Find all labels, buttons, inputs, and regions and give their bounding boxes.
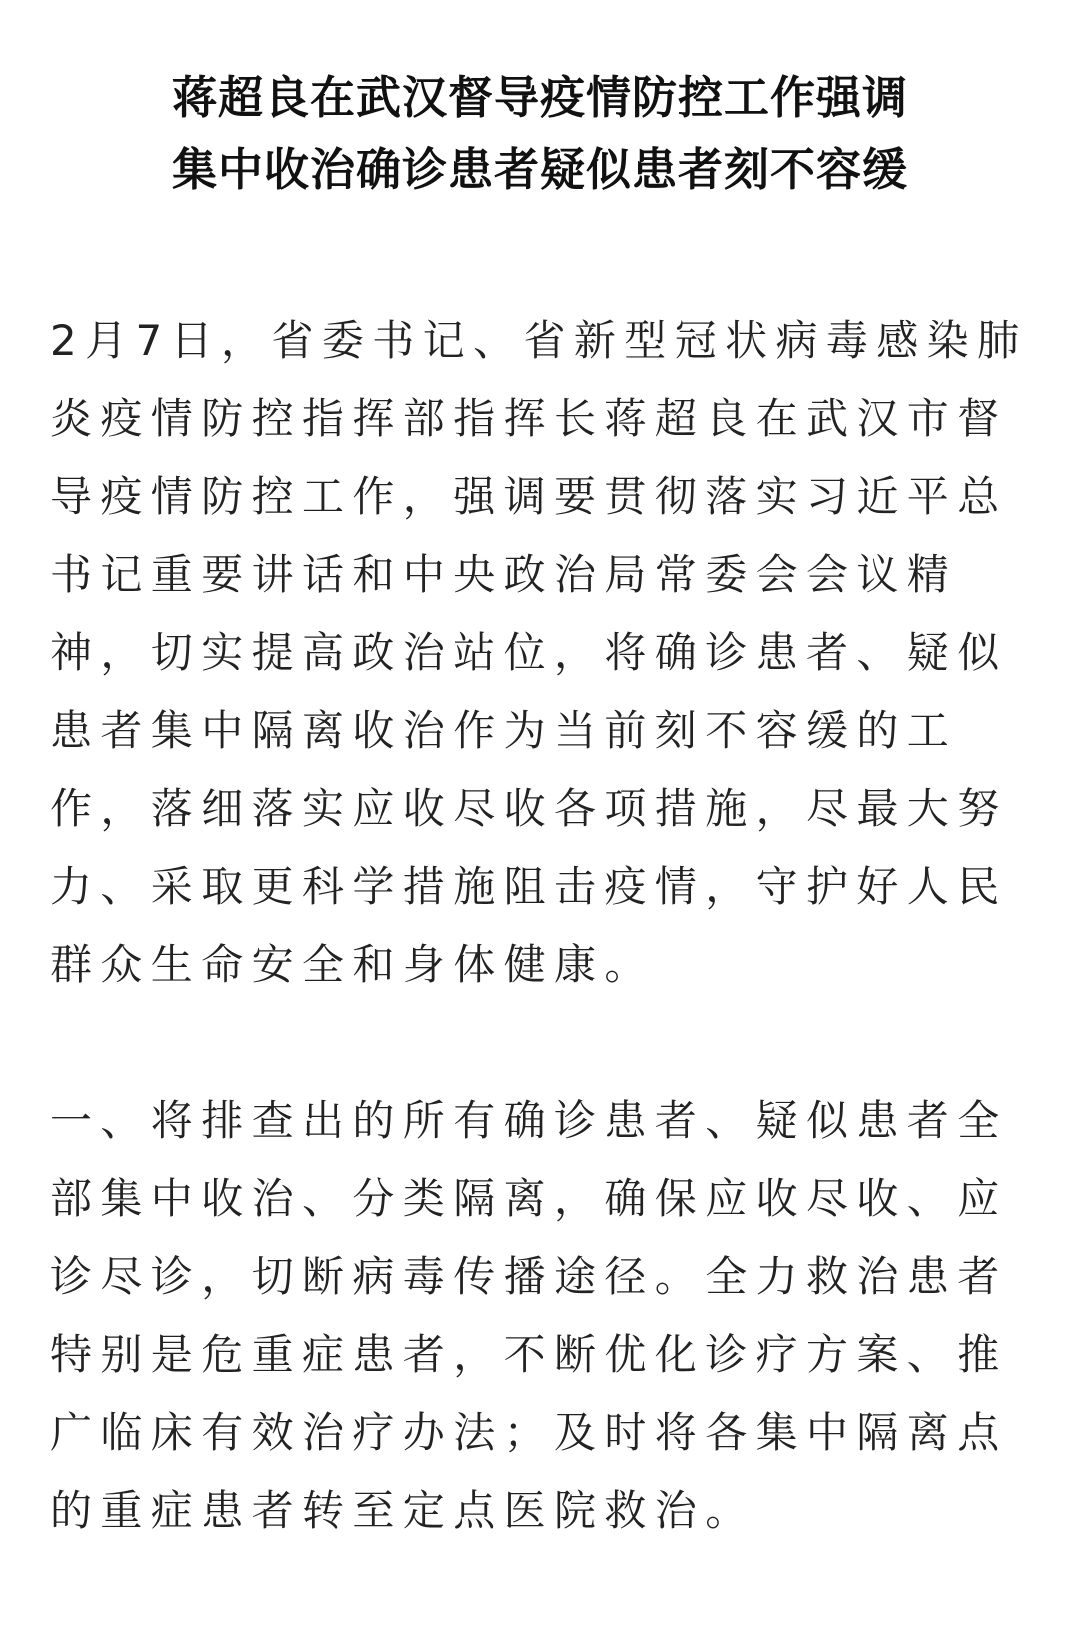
title-line-1: 蒋超良在武汉督导疫情防控工作强调	[171, 71, 908, 124]
article-title	[50, 62, 1030, 206]
paragraph-intro: 2月7日，省委书记、省新型冠状病毒感染肺炎疫情防控指挥部指挥长蒋超良在武汉市督导疫情防控工作，强调要贯彻落实习近平总书记重要讲话和中央政治局常委会会议精神，切实提高政治站位，将确诊患者、疑似患者集中隔离收治作为当前刻不容缓的工作，落细落实应收尽收各项措施，尽最大努力、采取更科学措施阻击疫情，守护好人民群众生命安全和身体健康。	[50, 316, 1028, 989]
paragraph-point-one: 一、将排查出的所有确诊患者、疑似患者全部集中收治、分类隔离，确保应收尽收、应诊尽诊，切断病毒传播途径。全力救治患者特别是危重症患者，不断优化诊疗方案、推广临床有效治疗办法；及时将各集中隔离点的重症患者转至定点医院救治。	[50, 1096, 1008, 1535]
title-line-2: 集中收治确诊患者疑似患者刻不容缓	[171, 143, 908, 196]
